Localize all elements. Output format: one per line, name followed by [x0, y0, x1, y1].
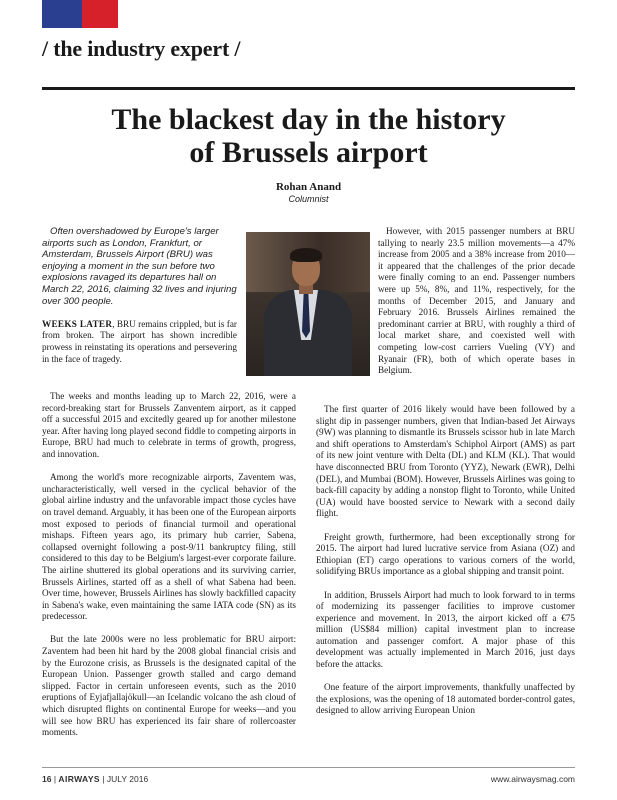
- author-photo: [246, 232, 370, 376]
- intro-standfirst: Often overshadowed by Europe's larger airports such as London, Frankfurt, or Amsterdam, Brussels Airport (BRU) was enjoying a moment in the sun before two explosions ravaged its departures hall on March 22, 2016, claiming 32 lives and injuring over 300 people.: [42, 226, 237, 307]
- author-name: Rohan Anand: [275, 181, 342, 193]
- body-paragraph: In addition, Brussels Airport had much to look forward to in terms of modernizing its passenger facilities to improve customer experience and movement. In 2013, the airport kicked off a €75 million (US$84 million) capital investment plan to increase automation and passenger comfort. A major phase of this development was actually implemented in March 2016, just days before the attacks.: [316, 589, 575, 670]
- body-paragraph: One feature of the airport improvements, thankfully unaffected by the explosions, was the opening of 18 automated border-control gates, designed to allow arriving European Union: [316, 682, 575, 716]
- page-number: 16: [42, 774, 52, 784]
- body-paragraph: However, with 2015 passenger numbers at BRU tallying to nearly 23.5 million movements—a 47% increase from 2005 and a 38% increase from 2010—it appeared that the challenges of the prior decade were finally coming to an end. Passenger numbers were up 5%, 8%, and 11%, respectively, for the months of December 2015, and January and February 2016. Brussels Airlines remained the predominant carrier at BRU, with roughly a third of local market share, and coexisted well with competing low-cost carriers Vueling (VY) and Ryanair (FR), both of which operate bases in Belgium.: [378, 226, 575, 376]
- flag-red-block: [82, 0, 118, 28]
- flag-blue-block: [42, 0, 82, 28]
- lead-bold: WEEKS LATER: [42, 318, 113, 329]
- footer-rule: [42, 767, 575, 768]
- body-paragraph: But the late 2000s were no less problematic for BRU airport: Zaventem had been hit hard by the 2008 global financial crisis and by the Eurozone crisis, as Brussels is the designated capital of the European Union. Passenger growth stalled and cargo demand slipped. Factor in certain unforeseen events, such as the 2010 eruptions of Eyjafjallajökull—an Icelandic volcano the ash cloud of which disrupted flights on continental Europe for weeks—and you will see how BRU has experienced its fair share of rollercoaster moments.: [42, 634, 296, 738]
- body-paragraph: Freight growth, furthermore, had been exceptionally strong for 2015. The airport had lured lucrative service from Asiana (OZ) and Ethiopian (ET) cargo operations to various corners of the world, solidifying BRUs importance as a global shipping and transit point.: [316, 531, 575, 577]
- website-url: www.airwaysmag.com: [490, 774, 575, 784]
- article-title: [42, 103, 575, 169]
- footer-left: [42, 774, 148, 784]
- left-body-column: [42, 391, 296, 750]
- issue-date: JULY 2016: [106, 774, 149, 784]
- title-line-1: The blackest day in the history: [111, 103, 506, 136]
- author-role: Columnist: [288, 194, 329, 204]
- intro-column: [42, 226, 237, 377]
- magazine-brand: AIRWAYS: [58, 774, 100, 784]
- title-line-2: of Brussels airport: [189, 136, 428, 169]
- right-top-column: [378, 226, 575, 388]
- flag-graphic: [42, 0, 118, 28]
- lead-rest: , BRU remains crippled, but is far from broken. The airport has shown incredible prowess in reinstating its operations and persevering in the face of tragedy.: [42, 318, 237, 364]
- body-paragraph: Among the world's more recognizable airports, Zaventem was, uncharacteristically, well versed in the cyclical behavior of the global airline industry and the unfavorable impact those cycles have on travel demand. Arguably, it has been one of the European airports most exposed to periods of financial turmoil and operational mishaps. Fifteen years ago, its primary hub carrier, Sabena, collapsed overnight following a post-9/11 bankruptcy filing, still considered to this day to be Belgium's largest-ever corporate failure. The airline shuttered its global operations and its surviving carrier, Brussels Airlines, started off as a shell of what Sabena had been. Over time, however, Brussels Airlines has slowly backfilled capacity in Sabena's wake, even maintaining the same IATA code (SN) as its predecessor.: [42, 472, 296, 622]
- section-label: / the industry expert /: [42, 36, 241, 61]
- header-rule: [42, 87, 575, 90]
- lead-paragraph: [42, 319, 237, 365]
- body-paragraph: The weeks and months leading up to March 22, 2016, were a record-breaking start for Brussels Zanventem airport, as it capped off a successful 2015 and excitedly geared up for another milestone year. After having long played second fiddle to competing airports in Europe, BRU had much to celebrate in terms of growth, progress, and innovation.: [42, 391, 296, 459]
- body-paragraph: The first quarter of 2016 likely would have been followed by a slight dip in passenger numbers, given that Indian-based Jet Airways (9W) was planning to dismantle its Brussels scissor hub in late March and shift operations to Amsterdam's Schiphol Airport (AMS) as part of its new joint venture with Delta (DL) and KLM (KL). That would have disconnected BRU from Toronto (YYZ), Newark (EWR), Delhi (DEL), and Mumbai (BOM). However, Brussels Airlines was going to back-fill capacity by adding a nonstop flight to Toronto, while United (UA) would have boosted service to Newark with a second daily flight.: [316, 404, 575, 519]
- footer-separator: |: [53, 774, 59, 784]
- footer-separator: |: [102, 774, 107, 784]
- right-body-column: [316, 404, 575, 729]
